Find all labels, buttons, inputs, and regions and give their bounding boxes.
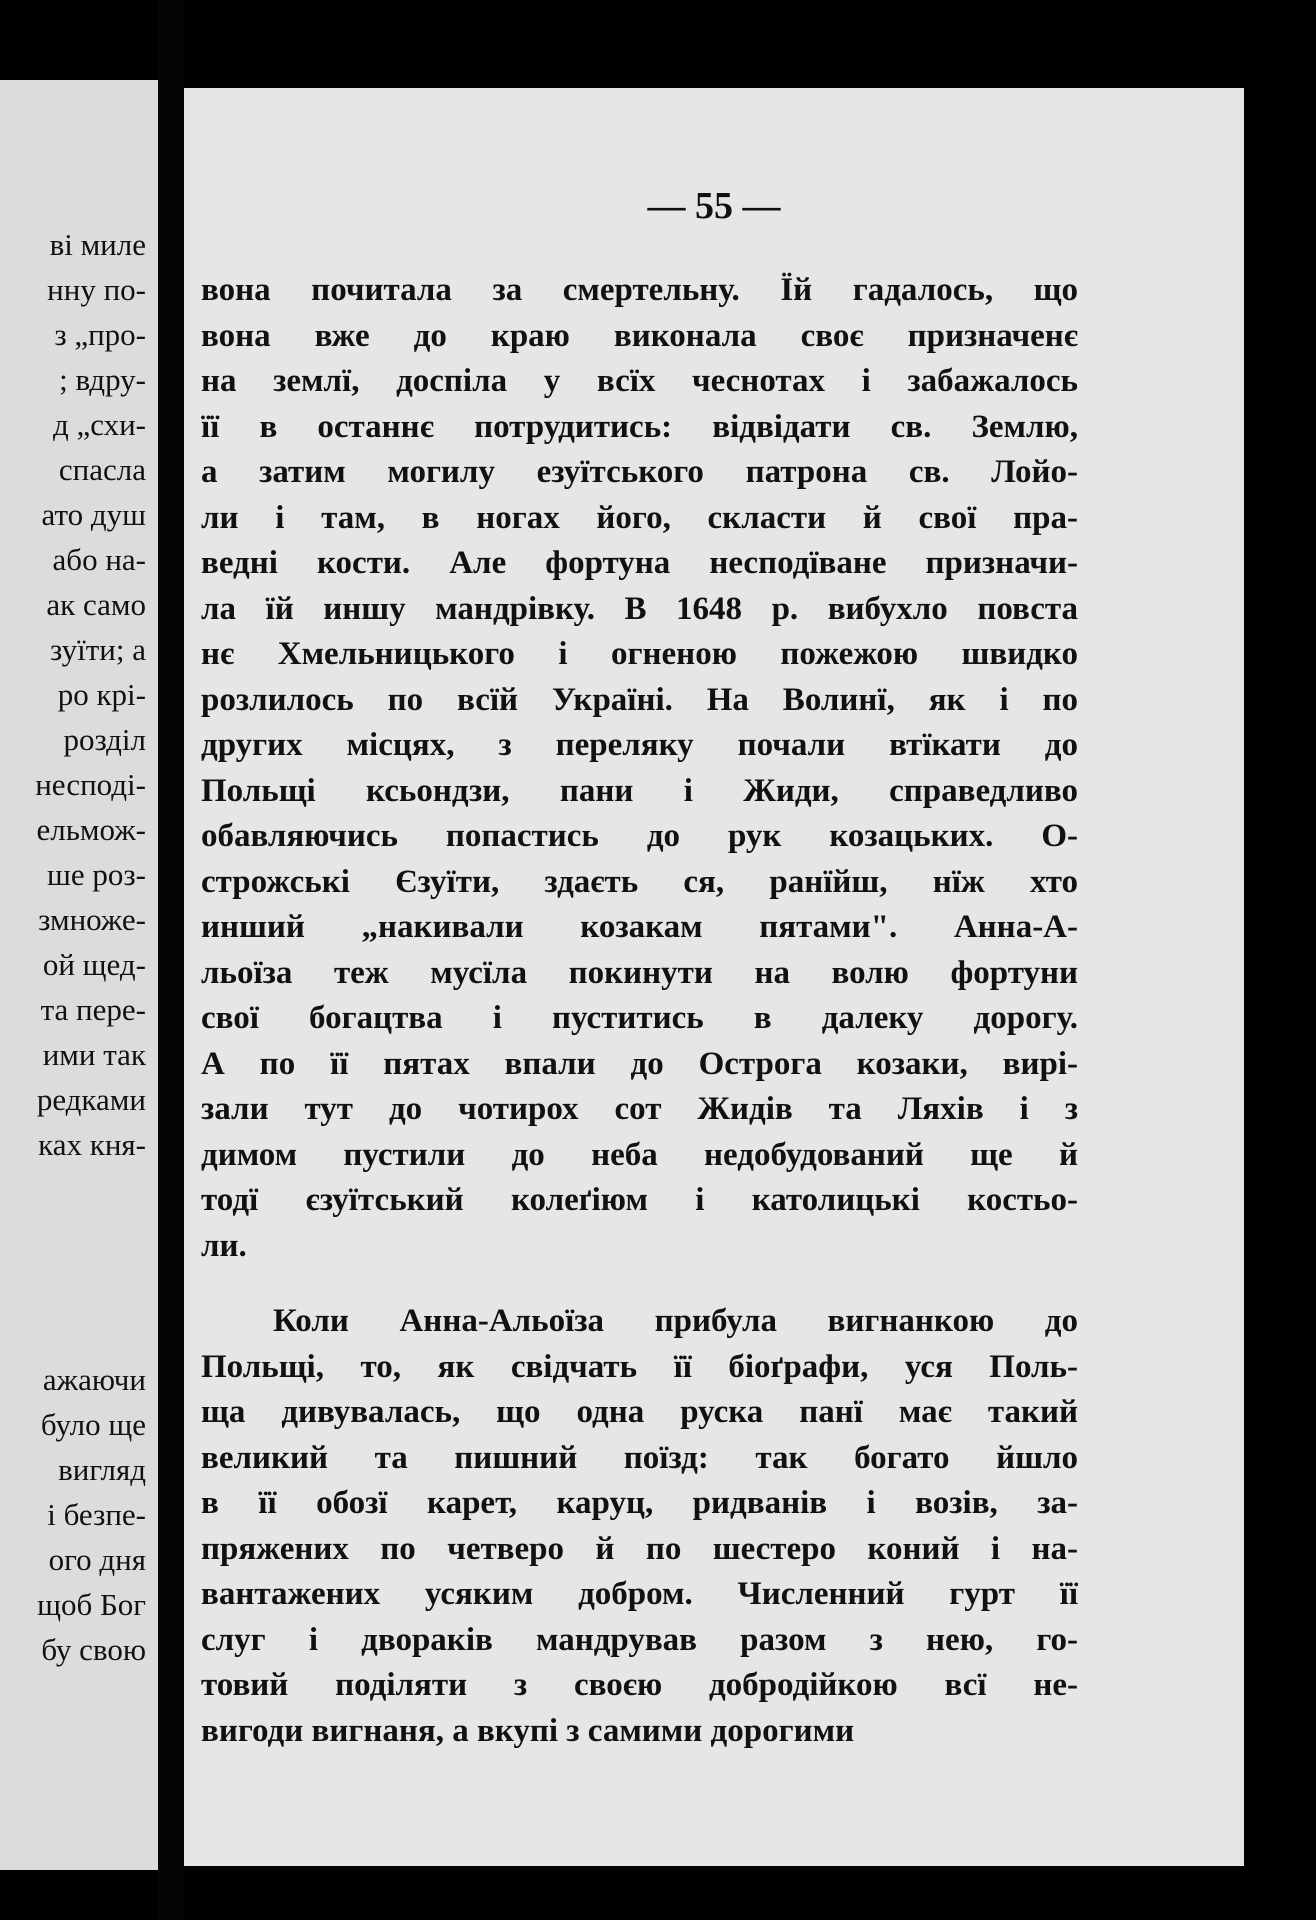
- left-page-line: ак само: [46, 587, 146, 622]
- left-page-line: ого дня: [48, 1542, 146, 1577]
- left-page-line: було ще: [40, 1407, 146, 1442]
- left-page-upper-text: [35, 222, 146, 1167]
- text-line: розлилось по всїй Україні. На Волинї, як і по: [201, 681, 1078, 718]
- left-page-lower-text: [37, 1357, 146, 1672]
- text-line: обавляючись попастись до рук козацьких. О-: [201, 818, 1078, 854]
- text-line: строжські Єзуїти, здаєть ся, ранїйш, нїж хто: [201, 863, 1078, 900]
- body-text: [201, 268, 1078, 1754]
- text-line: ли і там, в ногах його, скласти й свої пра-: [201, 499, 1078, 536]
- left-page-line: редками: [36, 1082, 146, 1117]
- text-line: льоїза теж мусїла покинути на волю фортуни: [201, 954, 1078, 991]
- left-page-line: ках кня-: [38, 1127, 146, 1162]
- text-line: Польщі ксьондзи, пани і Жиди, справедливо: [201, 772, 1078, 809]
- text-line: вона вже до краю виконала своє призначенє: [201, 317, 1078, 354]
- text-line: других місцях, з переляку почали втїкати до: [201, 727, 1078, 763]
- paragraph-break: [201, 1269, 1078, 1299]
- text-line: Коли Анна-Альоїза прибула вигнанкою до: [273, 1303, 1078, 1339]
- text-line: великий та пишний поїзд: так богато йшло: [201, 1439, 1078, 1476]
- left-page-line: з „про-: [54, 317, 146, 352]
- text-line: ли.: [201, 1227, 247, 1264]
- left-page-line: вигляд: [58, 1452, 146, 1487]
- text-line: инший „накивали козакам пятами". Анна-А-: [201, 909, 1078, 945]
- text-line: вигоди вигнаня, а вкупі з самими дорогими: [201, 1712, 855, 1749]
- left-page-line: спасла: [58, 452, 146, 487]
- text-line: вантажених усяким добром. Численний гурт її: [201, 1576, 1078, 1612]
- left-page-line: ими так: [42, 1037, 146, 1072]
- text-line: Польщі, то, як свідчать її біоґрафи, уся Поль-: [201, 1348, 1078, 1385]
- text-line: в її обозї карет, каруц, ридванів і возів, за-: [201, 1485, 1078, 1521]
- text-line: а затим могилу езуїтського патрона св. Лойо-: [201, 454, 1078, 490]
- text-line: ведні кости. Але фортуна несподїване призначи-: [201, 545, 1078, 581]
- text-line: зали тут до чотирох сот Жидів та Ляхів і з: [201, 1091, 1078, 1127]
- left-page-line: ой щед-: [42, 947, 146, 982]
- left-page-line: та пере-: [40, 992, 146, 1027]
- left-page-line: і безпе-: [47, 1497, 146, 1532]
- left-page-line: зуїти; а: [50, 632, 146, 667]
- left-page-line: ; вдру-: [59, 362, 146, 397]
- left-page-line: ажаючи: [42, 1362, 146, 1397]
- left-page-line: ві миле: [49, 227, 146, 262]
- text-line: товий поділяти з своєю добродійкою всї не-: [201, 1667, 1078, 1703]
- text-line: її в останнє потрудитись: відвідати св. Землю,: [201, 408, 1078, 445]
- text-line: А по її пятах впали до Острога козаки, вирі-: [201, 1045, 1078, 1082]
- left-page-line: нну по-: [47, 272, 146, 307]
- left-page-line: бу свою: [41, 1632, 146, 1667]
- left-page-line: розділ: [63, 722, 146, 757]
- left-page-line: ато душ: [41, 497, 146, 532]
- text-line: вона почитала за смертельну. Їй гадалось, що: [201, 272, 1078, 308]
- text-line: на землї, доспіла у всїх чеснотах і забажалось: [201, 363, 1078, 399]
- left-page-line: ро крі-: [57, 677, 146, 712]
- text-line: ла їй иншу мандрівку. В 1648 р. вибухло повста: [201, 590, 1078, 627]
- page-gutter: [158, 0, 184, 1920]
- left-page-line: несподі-: [35, 767, 146, 802]
- text-line: димом пустили до неба недобудований ще й: [201, 1136, 1078, 1173]
- left-page-edge: [0, 80, 158, 1870]
- left-page-line: або на-: [52, 542, 146, 577]
- text-line: нє Хмельницького і огненою пожежою швидко: [201, 636, 1078, 672]
- text-line: тодї єзуїтський колеґіюм і католицькі костьо-: [201, 1182, 1078, 1218]
- right-page: [184, 88, 1244, 1866]
- text-line: ща дивувалась, що одна руска панї має такий: [201, 1394, 1078, 1430]
- left-page-line: д „схи-: [52, 407, 146, 442]
- page-number: — 55 —: [647, 185, 781, 227]
- text-line: пряжених по четверо й по шестеро коний і на-: [201, 1530, 1078, 1567]
- text-line: свої богацтва і пуститись в далеку дорогу.: [201, 1000, 1078, 1036]
- left-page-line: щоб Бог: [37, 1587, 146, 1622]
- text-line: слуг і двораків мандрував разом з нею, го-: [201, 1621, 1078, 1658]
- left-page-line: змноже-: [38, 902, 146, 937]
- left-page-line: ше роз-: [47, 857, 146, 892]
- left-page-line: ельмож-: [36, 812, 146, 847]
